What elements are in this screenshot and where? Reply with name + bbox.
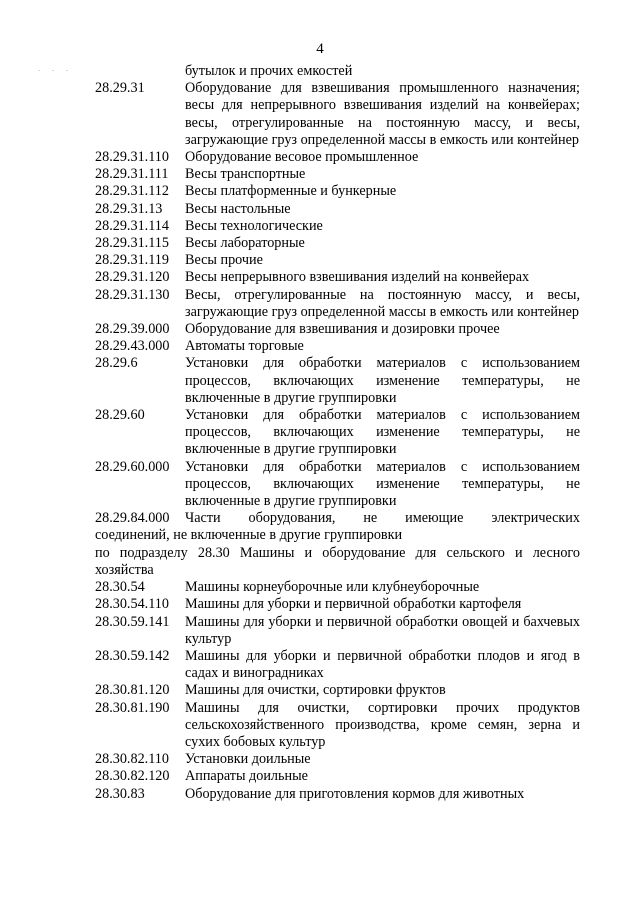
list-item [95, 252, 580, 269]
list-item [95, 149, 580, 166]
item-code: 28.30.54.110 [95, 596, 169, 613]
item-description: Весы непрерывного взвешивания изделий на конвейерах [185, 269, 530, 286]
list-item [95, 768, 580, 785]
list-item [95, 183, 580, 200]
item-description: бутылок и прочих емкостей [185, 63, 353, 79]
item-description-continuation: соединений, не включенные в другие группировки [95, 527, 403, 544]
list-item [95, 648, 580, 682]
item-code: 28.30.59.141 [95, 613, 170, 630]
list-item [95, 579, 580, 596]
item-description: Оборудование весовое промышленное [185, 149, 419, 166]
item-description: Весы лабораторные [185, 235, 305, 252]
item-code: 28.29.31.115 [95, 235, 169, 252]
item-code: 28.29.31.111 [95, 166, 169, 183]
item-description: Оборудование для взвешивания и дозировки прочее [185, 321, 500, 338]
item-code: 28.29.84.000 [95, 510, 170, 527]
item-description: Весы технологические [185, 217, 323, 234]
list-item [95, 682, 580, 699]
item-code: 28.30.82.110 [95, 751, 169, 768]
item-description: Машины корнеуборочные или клубнеуборочные [185, 579, 480, 596]
item-description: Установки доильные [185, 751, 311, 768]
item-code: 28.29.43.000 [95, 338, 170, 355]
item-code: 28.30.83 [95, 785, 145, 802]
item-code: 28.29.31.110 [95, 149, 169, 166]
list-item [95, 201, 580, 218]
list-item [95, 751, 580, 768]
item-code: 28.29.31.13 [95, 200, 163, 217]
item-description: Оборудование для взвешивания промышленного назначения; весы для непрерывного взвешивания изделий на конвейерах; весы, отрегулированные на постоянную массу, и весы, загружающие груз определенной массы в емкость или контейнер [185, 80, 580, 148]
list-item [95, 700, 580, 752]
list-item [95, 459, 580, 511]
list-item [95, 596, 580, 613]
item-code: 28.29.60.000 [95, 458, 170, 475]
item-code: 28.29.31.119 [95, 252, 169, 269]
subsection-heading: по подразделу 28.30 Машины и оборудование для сельского и лесного хозяйства [95, 544, 580, 578]
list-item [95, 355, 580, 407]
list-item [95, 63, 580, 80]
list-item [95, 218, 580, 235]
item-description: Машины для очистки, сортировки прочих продуктов сельскохозяйственного производства, кроме семян, зерна и сухих бобовых культур [185, 699, 580, 750]
list-item [95, 510, 580, 527]
item-code: 28.29.31.114 [95, 217, 169, 234]
item-description: Установки для обработки материалов с использованием процессов, включающих изменение температуры, не включенные в другие группировки [185, 355, 580, 406]
item-code: 28.29.31.112 [95, 183, 169, 200]
item-code: 28.30.81.190 [95, 699, 170, 716]
item-description: Машины для уборки и первичной обработки овощей и бахчевых культур [185, 613, 580, 647]
item-code: 28.29.31 [95, 80, 145, 97]
item-description: Машины для уборки и первичной обработки картофеля [185, 596, 522, 613]
item-description: Установки для обработки материалов с использованием процессов, включающих изменение температуры, не включенные в другие группировки [185, 407, 580, 458]
list-item [95, 614, 580, 648]
list-item [95, 166, 580, 183]
list-item [95, 321, 580, 338]
item-code [95, 63, 185, 80]
list-item [95, 786, 580, 803]
item-code: 28.29.6 [95, 355, 138, 372]
classifier-list [95, 63, 580, 803]
scan-marks: . . . [38, 64, 73, 73]
item-description: Весы транспортные [185, 166, 306, 183]
list-item [95, 269, 580, 286]
list-item [95, 235, 580, 252]
item-description: Весы платформенные и бункерные [185, 183, 397, 200]
item-code: 28.29.31.120 [95, 269, 170, 286]
item-description: Машины для уборки и первичной обработки плодов и ягод в садах и виноградниках [185, 647, 580, 682]
list-item [95, 287, 580, 321]
item-code: 28.29.39.000 [95, 321, 170, 338]
list-item [95, 80, 580, 149]
item-description: Весы прочие [185, 252, 263, 269]
item-description: Аппараты доильные [185, 768, 308, 785]
item-code: 28.30.82.120 [95, 768, 170, 785]
item-description: Автоматы торговые [185, 338, 304, 355]
item-description: Машины для очистки, сортировки фруктов [185, 682, 446, 699]
item-code: 28.29.31.130 [95, 286, 170, 303]
item-description: Части оборудования, не имеющие электрических [185, 510, 580, 527]
item-code: 28.30.54 [95, 579, 145, 596]
item-description: Весы настольные [185, 200, 291, 217]
item-code: 28.30.59.142 [95, 647, 170, 664]
list-item [95, 338, 580, 355]
item-description: Весы, отрегулированные на постоянную массу, и весы, загружающие груз определенной массы в емкость или контейнер [185, 286, 580, 320]
item-code: 28.29.60 [95, 407, 145, 424]
item-description: Установки для обработки материалов с использованием процессов, включающих изменение температуры, не включенные в другие группировки [185, 458, 580, 510]
item-code: 28.30.81.120 [95, 682, 170, 699]
item-description: Оборудование для приготовления кормов для животных [185, 785, 525, 802]
list-item [95, 407, 580, 459]
page-number: 4 [316, 41, 324, 57]
